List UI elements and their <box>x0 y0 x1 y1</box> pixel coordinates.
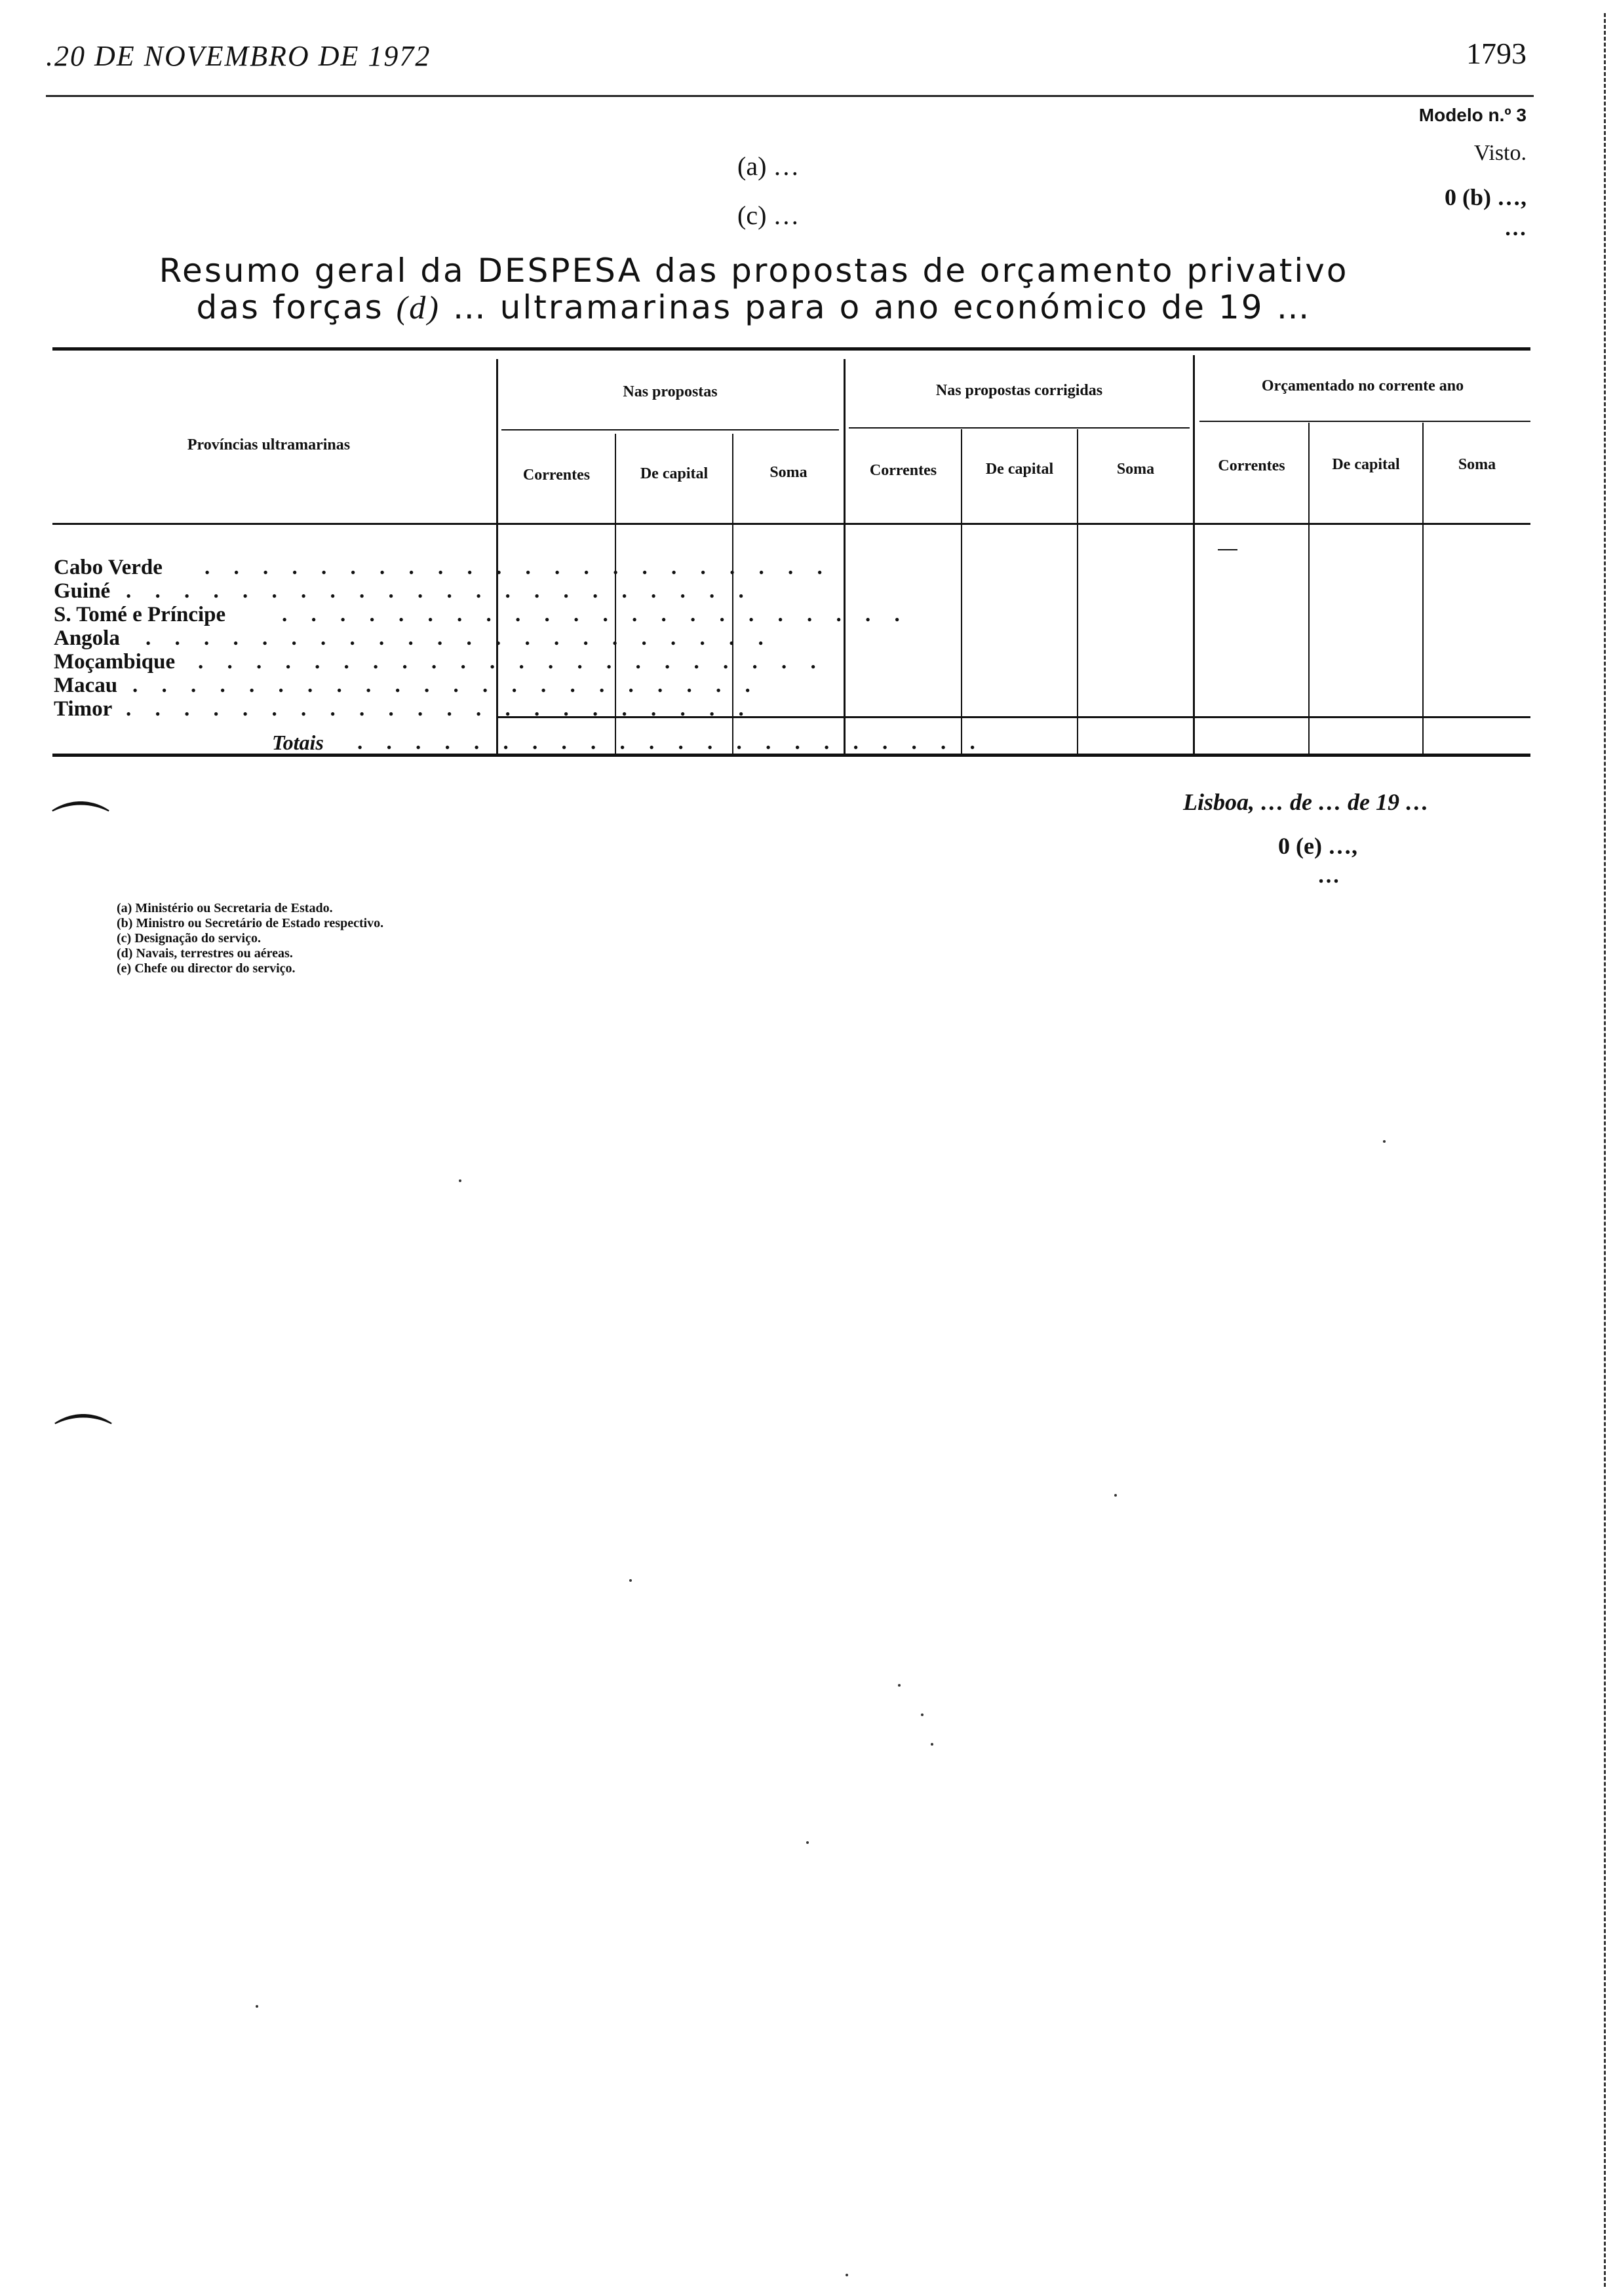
table-top-rule <box>52 347 1530 351</box>
place-date-line: Lisboa, … de … de 19 … <box>1183 789 1429 815</box>
group-header-2: Nas propostas corrigidas <box>935 382 1103 399</box>
director-signature: 0 (e) …, <box>1278 833 1357 859</box>
page-number: 1793 <box>1466 37 1527 70</box>
province-row-label: Angola <box>54 626 120 650</box>
director-signature-dots: … <box>1317 864 1340 888</box>
dot-leader: . . . . . . . . . . . . . . . . . . . . . . <box>132 674 760 697</box>
footnote: (b) Ministro ou Secretário de Estado respectivo. <box>117 916 384 930</box>
title-line-2 <box>131 289 1376 326</box>
header-date: .20 DE NOVEMBRO DE 1972 <box>46 40 431 72</box>
footnote: (a) Ministério ou Secretaria de Estado. <box>117 901 333 915</box>
page-edge-shadow <box>1604 13 1606 2287</box>
dot-leader: . . . . . . . . . . . . . . . . . . . . . . <box>126 697 753 721</box>
punch-hole-mark: ⌒ <box>51 797 110 866</box>
province-row-label: S. Tomé e Príncipe <box>54 603 226 626</box>
province-row-label: Macau <box>54 674 118 697</box>
dot-leader: . . . . . . . . . . . . . . . . . . . . . . <box>146 626 773 650</box>
row-header-provinces: Províncias ultramarinas <box>187 436 351 453</box>
subcol-g1-capital: De capital <box>640 465 709 482</box>
dot-leader: . . . . . . . . . . . . . . . . . . . . . . <box>198 650 825 674</box>
subcol-g3-correntes: Correntes <box>1218 457 1285 474</box>
group-3-rule <box>1199 421 1530 422</box>
dot-leader: . . . . . . . . . . . . . . . . . . . . . . <box>126 579 753 603</box>
title-forces-ref: (d) <box>396 289 440 326</box>
group-header-1: Nas propostas <box>623 383 718 400</box>
footnote: (e) Chefe ou director do serviço. <box>117 961 296 976</box>
subcol-g3-soma: Soma <box>1458 456 1496 473</box>
divider-group-3 <box>1193 355 1195 756</box>
subcol-g3-capital: De capital <box>1332 456 1400 473</box>
service-ref: (c) … <box>737 201 800 230</box>
subcol-g1-soma: Soma <box>769 464 808 481</box>
punch-hole-mark: ⌒ <box>54 1409 113 1478</box>
subcol-g2-soma: Soma <box>1116 461 1155 478</box>
approval-signature-dots: … <box>1504 216 1527 240</box>
totals-label: Totais <box>272 731 324 754</box>
group-2-rule <box>849 427 1190 429</box>
province-row-label: Timor <box>54 697 113 721</box>
approval-signature: 0 (b) …, <box>1445 184 1527 210</box>
footnote: (c) Designação do serviço. <box>117 931 261 946</box>
subcol-g2-correntes: Correntes <box>869 462 937 479</box>
dot-leader: . . . . . . . . . . . . . . . . . . . . . . <box>282 603 909 626</box>
visto-label: Visto. <box>1473 141 1527 165</box>
dot-leader: . . . . . . . . . . . . . . . . . . . . . . <box>204 556 832 579</box>
ministry-ref: (a) … <box>737 151 800 181</box>
group-header-3: Orçamentado no corrente ano <box>1261 377 1464 394</box>
footnote: (d) Navais, terrestres ou aéreas. <box>117 946 293 961</box>
dot-leader: . . . . . . . . . . . . . . . . . . . . . . <box>357 731 984 754</box>
footnotes <box>117 901 383 976</box>
subcol-g2-capital: De capital <box>985 461 1054 478</box>
province-row-label: Cabo Verde <box>54 556 163 579</box>
title-line-2-post: … ultramarinas para o ano económico de 19 … <box>440 288 1312 326</box>
document-title <box>131 252 1376 326</box>
dash-mark <box>1218 549 1237 550</box>
header-rule <box>46 95 1534 97</box>
title-line-1: Resumo geral da DESPESA das propostas de orçamento privativo <box>159 252 1349 290</box>
province-row-label: Moçambique <box>54 650 176 674</box>
group-1-rule <box>501 429 839 430</box>
province-row-label: Guiné <box>54 579 111 603</box>
title-line-2-pre: das forças <box>196 288 397 326</box>
model-number: Modelo n.º 3 <box>1418 105 1527 125</box>
divider-group-2 <box>844 359 846 756</box>
subcol-g1-correntes: Correntes <box>522 467 591 484</box>
